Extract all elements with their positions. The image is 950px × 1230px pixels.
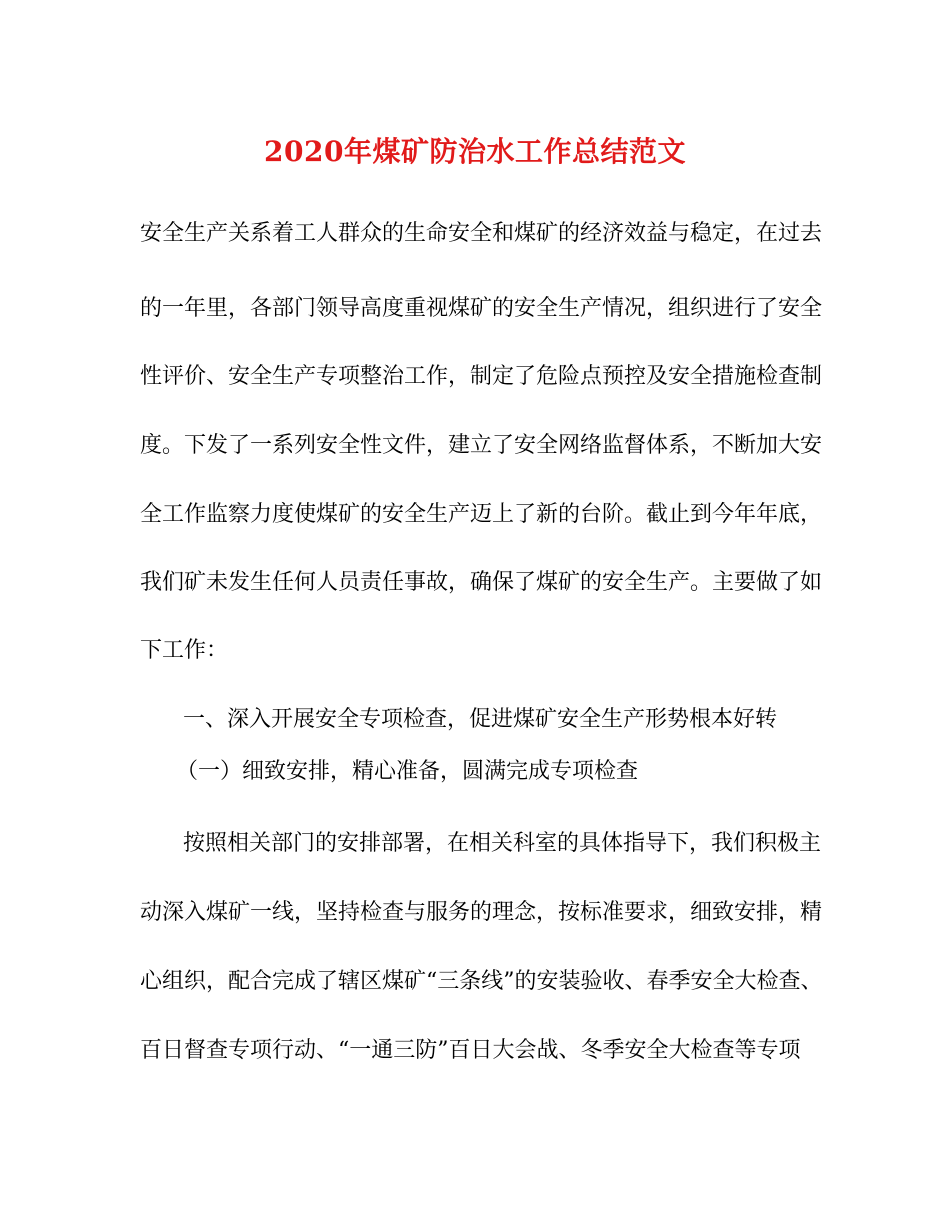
body-line: 心组织，配合完成了辖区煤矿“三条线”的安装验收、春季安全大检查、: [140, 969, 823, 994]
body-line: 我们矿未发生任何人员责任事故，确保了煤矿的安全生产。主要做了如: [140, 570, 823, 595]
body-line: 安全生产关系着工人群众的生命安全和煤矿的经济效益与稳定，在过去: [140, 221, 823, 246]
body-line: 动深入煤矿一线，坚持检查与服务的理念，按标准要求，细致安排，精: [140, 900, 823, 925]
body-line: 的一年里，各部门领导高度重视煤矿的安全生产情况，组织进行了安全: [140, 296, 823, 321]
body-line: 性评价、安全生产专项整治工作，制定了危险点预控及安全措施检查制: [140, 364, 823, 389]
section-heading: 一、深入开展安全专项检查，促进煤矿安全生产形势根本好转: [183, 707, 778, 732]
body-line: 全工作监察力度使煤矿的安全生产迈上了新的台阶。截止到今年年底，: [140, 502, 823, 527]
body-line: 百日督查专项行动、“一通三防”百日大会战、冬季安全大检查等专项: [140, 1038, 801, 1063]
document-title: 2020年煤矿防治水工作总结范文: [264, 135, 686, 168]
body-line: 下工作：: [140, 638, 229, 663]
subsection-heading: （一）细致安排，精心准备，圆满完成专项检查: [176, 759, 639, 784]
body-line: 度。下发了一系列安全性文件，建立了安全网络监督体系，不断加大安: [140, 433, 823, 458]
body-line: 按照相关部门的安排部署，在相关科室的具体指导下，我们积极主: [183, 831, 822, 856]
